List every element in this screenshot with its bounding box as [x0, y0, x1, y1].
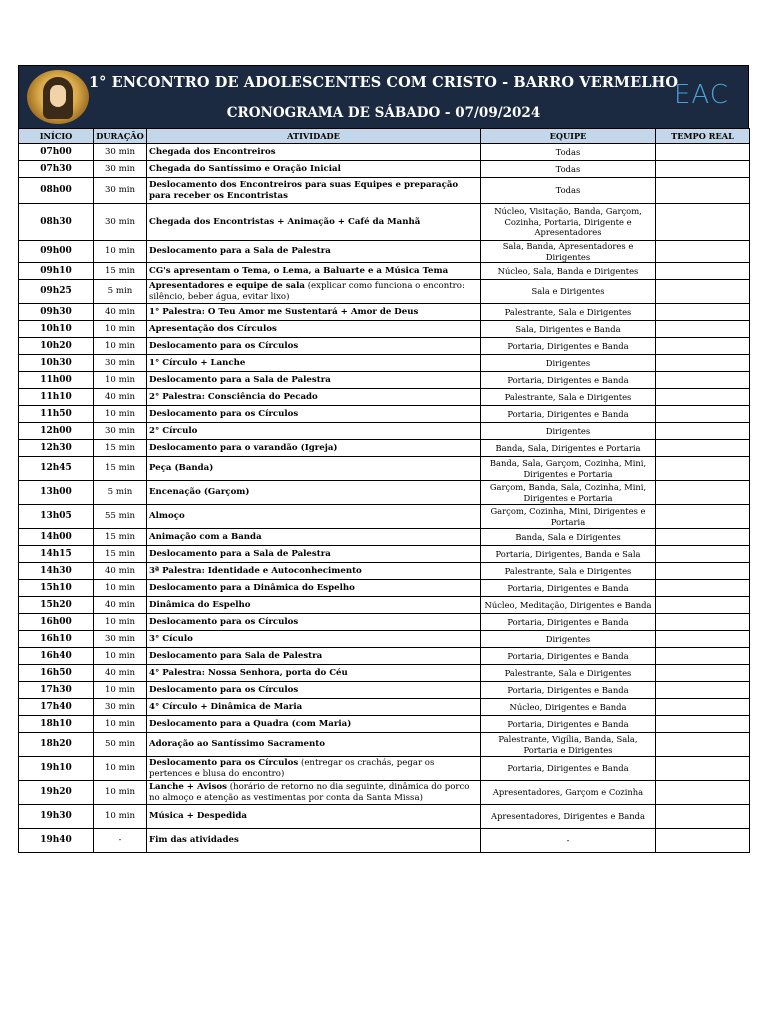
cell-equipe: Todas [481, 178, 656, 204]
table-row [19, 631, 750, 648]
cell-equipe: Portaria, Dirigentes e Banda [481, 682, 656, 699]
cell-equipe: Núcleo, Meditação, Dirigentes e Banda [481, 597, 656, 614]
cell-atividade [147, 440, 481, 457]
activity-title: Deslocamento para a Sala de Palestra [149, 246, 331, 257]
cell-duracao: 10 min [94, 241, 147, 263]
cell-duracao: 10 min [94, 648, 147, 665]
activity-title: Deslocamento para Sala de Palestra [149, 650, 323, 661]
column-header-tempo-real: TEMPO REAL [656, 129, 750, 144]
table-row [19, 805, 750, 829]
cell-duracao: 15 min [94, 546, 147, 563]
cell-duracao: 50 min [94, 733, 147, 757]
activity-title: Chegada do Santíssimo e Oração Inicial [149, 163, 341, 174]
cell-tempo-real[interactable] [656, 406, 750, 423]
activity-title: Deslocamento para a Quadra (com Maria) [149, 718, 352, 729]
cell-inicio: 11h50 [19, 406, 94, 423]
activity-title: Deslocamento para os Círculos [149, 616, 299, 627]
activity-title: 3ª Palestra: Identidade e Autoconhecimento [149, 565, 362, 576]
cell-duracao: 10 min [94, 805, 147, 829]
cell-atividade [147, 614, 481, 631]
cell-equipe: Sala, Banda, Apresentadores e Dirigentes [481, 241, 656, 263]
cell-tempo-real[interactable] [656, 161, 750, 178]
activity-title: Chegada dos Encontreiros [149, 146, 276, 157]
cell-tempo-real[interactable] [656, 321, 750, 338]
cell-duracao: 10 min [94, 406, 147, 423]
table-row [19, 321, 750, 338]
cell-inicio: 16h50 [19, 665, 94, 682]
cell-duracao: 30 min [94, 161, 147, 178]
cell-atividade [147, 161, 481, 178]
cell-duracao: - [94, 829, 147, 853]
cell-tempo-real[interactable] [656, 829, 750, 853]
activity-title: Adoração ao Santíssimo Sacramento [149, 739, 325, 750]
table-row [19, 144, 750, 161]
cell-inicio: 19h20 [19, 781, 94, 805]
cell-atividade [147, 716, 481, 733]
table-row [19, 546, 750, 563]
cell-atividade [147, 338, 481, 355]
activity-title: Deslocamento para a Sala de Palestra [149, 548, 331, 559]
cell-atividade [147, 280, 481, 304]
cell-duracao: 10 min [94, 781, 147, 805]
table-row [19, 280, 750, 304]
cell-atividade [147, 263, 481, 280]
table-row [19, 505, 750, 529]
cell-equipe: Apresentadores, Dirigentes e Banda [481, 805, 656, 829]
table-header-row [19, 129, 750, 144]
cell-inicio: 12h45 [19, 457, 94, 481]
schedule-table [18, 128, 750, 853]
cell-equipe: Palestrante, Vigília, Banda, Sala, Portaria e Dirigentes [481, 733, 656, 757]
cell-equipe: Banda, Sala, Garçom, Cozinha, Mini, Dirigentes e Portaria [481, 457, 656, 481]
cell-duracao: 15 min [94, 529, 147, 546]
activity-title: CG's apresentam o Tema, o Lema, a Baluarte e a Música Tema [149, 265, 449, 276]
cell-atividade [147, 457, 481, 481]
cell-duracao: 15 min [94, 440, 147, 457]
table-row [19, 829, 750, 853]
activity-title: 1° Palestra: O Teu Amor me Sustentará + Amor de Deus [149, 306, 419, 317]
activity-title: Deslocamento para os Círculos [149, 340, 299, 351]
cell-inicio: 10h30 [19, 355, 94, 372]
cell-inicio: 18h20 [19, 733, 94, 757]
table-row [19, 372, 750, 389]
cell-tempo-real[interactable] [656, 372, 750, 389]
cell-inicio: 16h10 [19, 631, 94, 648]
cell-tempo-real[interactable] [656, 580, 750, 597]
table-row [19, 263, 750, 280]
cell-atividade [147, 372, 481, 389]
cell-duracao: 10 min [94, 338, 147, 355]
cell-atividade [147, 406, 481, 423]
cell-atividade [147, 757, 481, 781]
cell-duracao: 10 min [94, 321, 147, 338]
cell-atividade [147, 733, 481, 757]
cell-tempo-real[interactable] [656, 699, 750, 716]
cell-equipe: Garçom, Cozinha, Mini, Dirigentes e Portaria [481, 505, 656, 529]
cell-tempo-real[interactable] [656, 389, 750, 406]
cell-inicio: 14h30 [19, 563, 94, 580]
page-title: 1° ENCONTRO DE ADOLESCENTES COM CRISTO - BARRO VERMELHO [88, 74, 679, 91]
cell-atividade [147, 389, 481, 406]
table-row [19, 241, 750, 263]
table-row [19, 529, 750, 546]
activity-title: Fim das atividades [149, 835, 239, 846]
cell-atividade [147, 178, 481, 204]
cell-tempo-real[interactable] [656, 440, 750, 457]
activity-title: Dinâmica do Espelho [149, 599, 251, 610]
cell-duracao: 30 min [94, 699, 147, 716]
cell-atividade [147, 481, 481, 505]
cell-duracao: 10 min [94, 682, 147, 699]
table-row [19, 423, 750, 440]
cell-duracao: 55 min [94, 505, 147, 529]
cell-equipe: Núcleo, Dirigentes e Banda [481, 699, 656, 716]
cell-atividade [147, 204, 481, 241]
cell-atividade [147, 321, 481, 338]
cell-tempo-real[interactable] [656, 241, 750, 263]
cell-tempo-real[interactable] [656, 614, 750, 631]
cell-inicio: 07h30 [19, 161, 94, 178]
cell-duracao: 5 min [94, 481, 147, 505]
cell-inicio: 14h00 [19, 529, 94, 546]
table-row [19, 338, 750, 355]
cell-equipe: Palestrante, Sala e Dirigentes [481, 665, 656, 682]
cell-tempo-real[interactable] [656, 263, 750, 280]
cell-equipe: Todas [481, 161, 656, 178]
cell-duracao: 30 min [94, 204, 147, 241]
column-header-inicio: INÍCIO [19, 129, 94, 144]
cell-equipe: Palestrante, Sala e Dirigentes [481, 563, 656, 580]
cell-equipe: Sala, Dirigentes e Banda [481, 321, 656, 338]
activity-title: 4° Palestra: Nossa Senhora, porta do Céu [149, 667, 348, 678]
cell-tempo-real[interactable] [656, 144, 750, 161]
cell-inicio: 16h00 [19, 614, 94, 631]
cell-tempo-real[interactable] [656, 781, 750, 805]
activity-title: Música + Despedida [149, 811, 247, 822]
cell-tempo-real[interactable] [656, 481, 750, 505]
cell-equipe: Portaria, Dirigentes e Banda [481, 372, 656, 389]
activity-title: 4° Círculo + Dinâmica de Maria [149, 701, 303, 712]
cell-tempo-real[interactable] [656, 682, 750, 699]
activity-title: Deslocamento dos Encontreiros para suas Equipes e preparação para receber os Encontristas [149, 180, 459, 201]
cell-tempo-real[interactable] [656, 648, 750, 665]
cell-atividade [147, 529, 481, 546]
cell-inicio: 12h00 [19, 423, 94, 440]
cell-tempo-real[interactable] [656, 597, 750, 614]
cell-duracao: 40 min [94, 389, 147, 406]
activity-title: Deslocamento para o varandão (Igreja) [149, 442, 338, 453]
activity-title: Deslocamento para os Círculos [149, 684, 299, 695]
cell-inicio: 10h10 [19, 321, 94, 338]
table-row [19, 597, 750, 614]
table-row [19, 665, 750, 682]
eac-logo-icon: EAC [674, 80, 729, 110]
activity-note: (horário de retorno no dia seguinte, dinâmica do porco no almoço e atenção as vestimentas por conta da Santa Missa) [149, 782, 470, 803]
cell-duracao: 15 min [94, 263, 147, 280]
activity-title: Almoço [149, 511, 185, 522]
cell-duracao: 30 min [94, 631, 147, 648]
cell-atividade [147, 829, 481, 853]
cell-duracao: 5 min [94, 280, 147, 304]
table-row [19, 389, 750, 406]
cell-inicio: 16h40 [19, 648, 94, 665]
cell-tempo-real[interactable] [656, 280, 750, 304]
cell-tempo-real[interactable] [656, 204, 750, 241]
activity-title: Encenação (Garçom) [149, 487, 250, 498]
cell-equipe: Portaria, Dirigentes e Banda [481, 614, 656, 631]
cell-duracao: 30 min [94, 355, 147, 372]
cell-atividade [147, 304, 481, 321]
cell-duracao: 10 min [94, 372, 147, 389]
cell-tempo-real[interactable] [656, 733, 750, 757]
cell-equipe: Palestrante, Sala e Dirigentes [481, 304, 656, 321]
cell-inicio: 09h25 [19, 280, 94, 304]
table-row [19, 781, 750, 805]
cell-equipe: Núcleo, Sala, Banda e Dirigentes [481, 263, 656, 280]
cell-atividade [147, 505, 481, 529]
cell-tempo-real[interactable] [656, 178, 750, 204]
table-row [19, 716, 750, 733]
activity-title: Lanche + Avisos [149, 782, 227, 792]
column-header-equipe: EQUIPE [481, 129, 656, 144]
cell-equipe: Portaria, Dirigentes e Banda [481, 716, 656, 733]
activity-title: Peça (Banda) [149, 463, 214, 474]
cell-tempo-real[interactable] [656, 423, 750, 440]
cell-inicio: 17h30 [19, 682, 94, 699]
table-row [19, 304, 750, 321]
cell-atividade [147, 682, 481, 699]
cell-atividade [147, 805, 481, 829]
activity-title: Deslocamento para a Sala de Palestra [149, 374, 331, 385]
cell-duracao: 15 min [94, 457, 147, 481]
cell-tempo-real[interactable] [656, 757, 750, 781]
table-row [19, 580, 750, 597]
activity-title: Apresentadores e equipe de sala [149, 281, 305, 291]
cell-equipe: Núcleo, Visitação, Banda, Garçom, Cozinha, Portaria, Dirigente e Apresentadores [481, 204, 656, 241]
cell-inicio: 19h10 [19, 757, 94, 781]
table-row [19, 648, 750, 665]
table-row [19, 614, 750, 631]
cell-duracao: 30 min [94, 144, 147, 161]
cell-equipe: - [481, 829, 656, 853]
cell-tempo-real[interactable] [656, 457, 750, 481]
cell-inicio: 07h00 [19, 144, 94, 161]
table-row [19, 355, 750, 372]
cell-equipe: Dirigentes [481, 423, 656, 440]
cell-equipe: Portaria, Dirigentes, Banda e Sala [481, 546, 656, 563]
cell-inicio: 13h00 [19, 481, 94, 505]
table-row [19, 699, 750, 716]
cell-inicio: 09h30 [19, 304, 94, 321]
cell-equipe: Dirigentes [481, 631, 656, 648]
cell-inicio: 10h20 [19, 338, 94, 355]
cell-equipe: Portaria, Dirigentes e Banda [481, 648, 656, 665]
schedule-sheet [18, 65, 749, 853]
column-header-atividade: ATIVIDADE [147, 129, 481, 144]
cell-inicio: 18h10 [19, 716, 94, 733]
cell-atividade [147, 355, 481, 372]
cell-equipe: Banda, Sala, Dirigentes e Portaria [481, 440, 656, 457]
cell-atividade [147, 648, 481, 665]
cell-duracao: 40 min [94, 304, 147, 321]
cell-equipe: Palestrante, Sala e Dirigentes [481, 389, 656, 406]
cell-tempo-real[interactable] [656, 631, 750, 648]
cell-tempo-real[interactable] [656, 716, 750, 733]
activity-title: Deslocamento para a Dinâmica do Espelho [149, 582, 355, 593]
table-row [19, 682, 750, 699]
cell-inicio: 19h40 [19, 829, 94, 853]
activity-title: Apresentação dos Círculos [149, 323, 277, 334]
table-row [19, 457, 750, 481]
cell-equipe: Banda, Sala e Dirigentes [481, 529, 656, 546]
activity-title: 1° Círculo + Lanche [149, 357, 246, 368]
cell-equipe: Portaria, Dirigentes e Banda [481, 580, 656, 597]
cell-duracao: 10 min [94, 716, 147, 733]
cell-equipe: Apresentadores, Garçom e Cozinha [481, 781, 656, 805]
table-row [19, 481, 750, 505]
cell-inicio: 11h00 [19, 372, 94, 389]
cell-atividade [147, 241, 481, 263]
activity-title: 2° Palestra: Consciência do Pecado [149, 391, 318, 402]
cell-duracao: 30 min [94, 423, 147, 440]
cell-atividade [147, 699, 481, 716]
cell-tempo-real[interactable] [656, 546, 750, 563]
cell-inicio: 17h40 [19, 699, 94, 716]
cell-atividade [147, 597, 481, 614]
cell-equipe: Portaria, Dirigentes e Banda [481, 406, 656, 423]
cell-duracao: 40 min [94, 665, 147, 682]
cell-inicio: 08h30 [19, 204, 94, 241]
cell-inicio: 14h15 [19, 546, 94, 563]
activity-note: (explicar como funciona o encontro: silêncio, beber água, evitar lixo) [149, 281, 465, 302]
cell-atividade [147, 580, 481, 597]
cell-equipe: Sala e Dirigentes [481, 280, 656, 304]
cell-atividade [147, 781, 481, 805]
header-banner [18, 65, 749, 128]
cell-inicio: 19h30 [19, 805, 94, 829]
table-row [19, 204, 750, 241]
cell-atividade [147, 546, 481, 563]
cell-inicio: 08h00 [19, 178, 94, 204]
cell-inicio: 09h10 [19, 263, 94, 280]
activity-title: 3° Cículo [149, 633, 193, 644]
column-header-duracao: DURAÇÃO [94, 129, 147, 144]
activity-note: (entregar os crachás, pegar os pertences e blusa do encontro) [149, 758, 435, 779]
table-row [19, 733, 750, 757]
cell-atividade [147, 423, 481, 440]
activity-title: 2° Círculo [149, 425, 198, 436]
table-row [19, 563, 750, 580]
activity-title: Deslocamento para os Círculos [149, 408, 299, 419]
cell-atividade [147, 563, 481, 580]
cell-inicio: 11h10 [19, 389, 94, 406]
activity-title: Animação com a Banda [149, 531, 262, 542]
cell-duracao: 10 min [94, 614, 147, 631]
cell-tempo-real[interactable] [656, 529, 750, 546]
cell-atividade [147, 665, 481, 682]
cell-equipe: Portaria, Dirigentes e Banda [481, 757, 656, 781]
cell-tempo-real[interactable] [656, 355, 750, 372]
cell-atividade [147, 144, 481, 161]
activity-title: Deslocamento para os Círculos [149, 758, 299, 768]
cell-equipe: Todas [481, 144, 656, 161]
table-row [19, 406, 750, 423]
table-row [19, 440, 750, 457]
cell-equipe: Dirigentes [481, 355, 656, 372]
cell-inicio: 09h00 [19, 241, 94, 263]
cell-tempo-real[interactable] [656, 665, 750, 682]
activity-title: Chegada dos Encontristas + Animação + Café da Manhã [149, 216, 421, 227]
cell-atividade [147, 631, 481, 648]
cell-tempo-real[interactable] [656, 304, 750, 321]
cell-duracao: 40 min [94, 563, 147, 580]
table-row [19, 757, 750, 781]
cell-duracao: 10 min [94, 757, 147, 781]
cell-equipe: Portaria, Dirigentes e Banda [481, 338, 656, 355]
cell-inicio: 13h05 [19, 505, 94, 529]
cell-duracao: 30 min [94, 178, 147, 204]
cell-tempo-real[interactable] [656, 338, 750, 355]
table-row [19, 161, 750, 178]
cell-tempo-real[interactable] [656, 563, 750, 580]
table-row [19, 178, 750, 204]
page-subtitle: CRONOGRAMA DE SÁBADO - 07/09/2024 [226, 105, 541, 121]
cell-tempo-real[interactable] [656, 805, 750, 829]
cell-tempo-real[interactable] [656, 505, 750, 529]
cell-inicio: 12h30 [19, 440, 94, 457]
cell-inicio: 15h10 [19, 580, 94, 597]
cell-inicio: 15h20 [19, 597, 94, 614]
cell-equipe: Garçom, Banda, Sala, Cozinha, Mini, Dirigentes e Portaria [481, 481, 656, 505]
cell-duracao: 40 min [94, 597, 147, 614]
cell-duracao: 10 min [94, 580, 147, 597]
